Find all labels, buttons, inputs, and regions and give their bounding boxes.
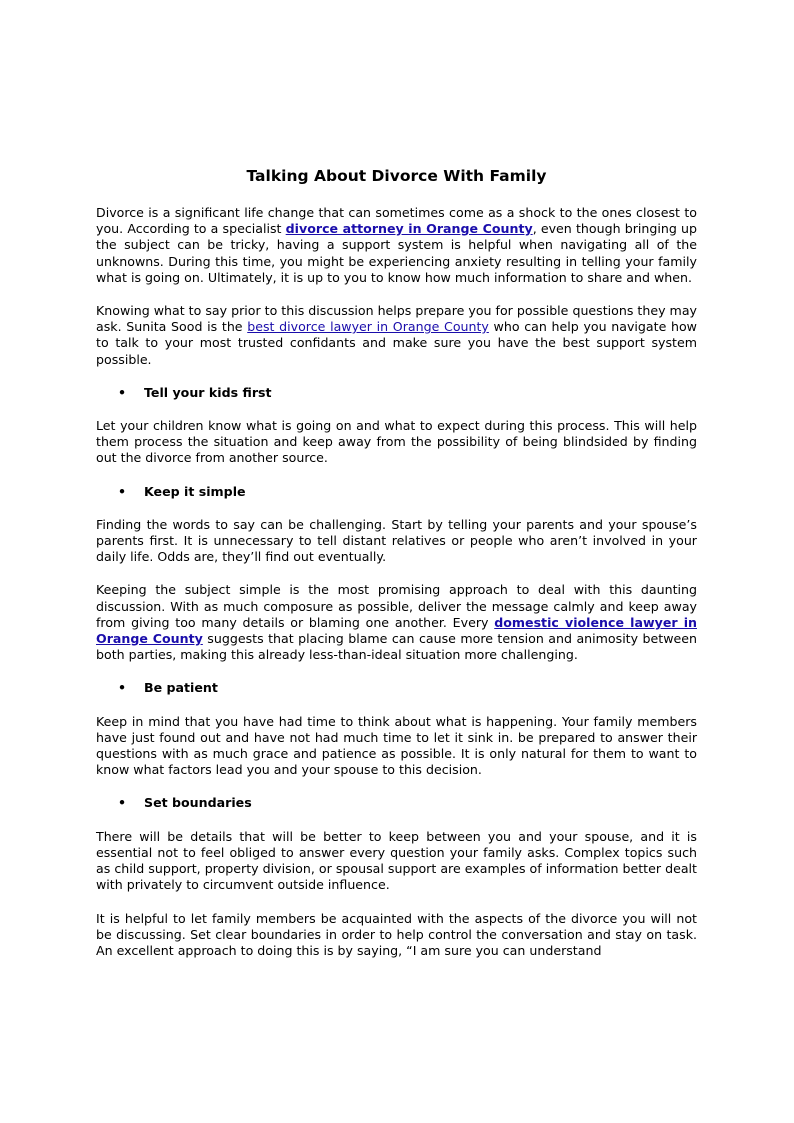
bullet-heading-patient [96, 680, 697, 696]
document-title: Talking About Divorce With Family [246, 167, 547, 185]
divorce-attorney-link[interactable]: divorce attorney in Orange County [285, 221, 533, 237]
paragraph-boundaries: There will be details that will be better to keep between you and your spouse, and it is essential not to feel obliged to answer every question your family asks. Complex topics such as child support, property division, or spousal support are examples of information better dealt with privately to circumvent outside influence. [96, 828, 697, 893]
bullet-heading-simple-label: Keep it simple [144, 483, 246, 499]
bullet-heading-kids [96, 385, 697, 401]
paragraph-keep-simple-text-b: suggests that placing blame can cause more tension and animosity between both parties, making this already less-than-ideal situation more challenging. [96, 631, 697, 663]
bullet-heading-kids-label: Tell your kids first [144, 384, 272, 400]
bullet-heading-boundaries [96, 795, 697, 811]
document-page [96, 166, 697, 976]
bullet-heading-boundaries-label: Set boundaries [144, 795, 252, 811]
paragraph-keep-simple-text-a: Keeping the subject simple is the most promising approach to deal with this daunting discussion. With as much composure as possible, deliver the message calmly and keep away from giving too many details or blaming one another. Every [96, 582, 697, 630]
paragraph-intro-text-b: , even though bringing up the subject can be tricky, having a support system is helpful when navigating all of the unknowns. During this time, you might be experiencing anxiety resulting in telling your family what is going on. Ultimately, it is up to you to know how much information to share and when. [96, 221, 697, 285]
best-divorce-lawyer-link[interactable]: best divorce lawyer in Orange County [247, 319, 489, 335]
paragraph-intro-text-a: Divorce is a significant life change that can sometimes come as a shock to the ones closest to you. According to a specialist [96, 205, 697, 237]
bullet-icon: • [118, 795, 127, 811]
paragraph-preparation-text-a: Knowing what to say prior to this discussion helps prepare you for possible questions they may ask. Sunita Sood is the [96, 303, 697, 335]
paragraph-preparation-text-b: who can help you navigate how to talk to your most trusted confidants and make sure you have the best support system possible. [96, 319, 697, 367]
paragraph-words: Finding the words to say can be challenging. Start by telling your parents and your spouse’s parents first. It is unnecessary to tell distant relatives or people who aren’t involved in your daily life. Odds are, they’ll find out eventually. [96, 516, 697, 565]
bullet-icon: • [118, 384, 127, 400]
bullet-heading-patient-label: Be patient [144, 680, 218, 696]
bullet-icon: • [118, 680, 127, 696]
domestic-violence-lawyer-link[interactable]: domestic violence lawyer in Orange County [96, 614, 697, 647]
paragraph-acquainted: It is helpful to let family members be acquainted with the aspects of the divorce you will not be discussing. Set clear boundaries in order to help control the conversation and stay on task. An excellent approach to doing this is by saying, “I am sure you can understand [96, 910, 697, 958]
paragraph-preparation [96, 303, 697, 368]
paragraph-patient: Keep in mind that you have had time to think about what is happening. Your family members have just found out and have not had much time to let it sink in. be prepared to answer their questions with as much grace and patience as possible. It is only natural for them to want to know what factors lead you and your spouse to this decision. [96, 713, 697, 778]
bullet-heading-simple [96, 484, 697, 500]
bullet-icon: • [118, 483, 127, 499]
paragraph-kids: Let your children know what is going on and what to expect during this process. This will help them process the situation and keep away from the possibility of being blindsided by finding out the divorce from another source. [96, 418, 697, 466]
paragraph-keep-simple [96, 582, 697, 663]
paragraph-intro [96, 205, 697, 286]
